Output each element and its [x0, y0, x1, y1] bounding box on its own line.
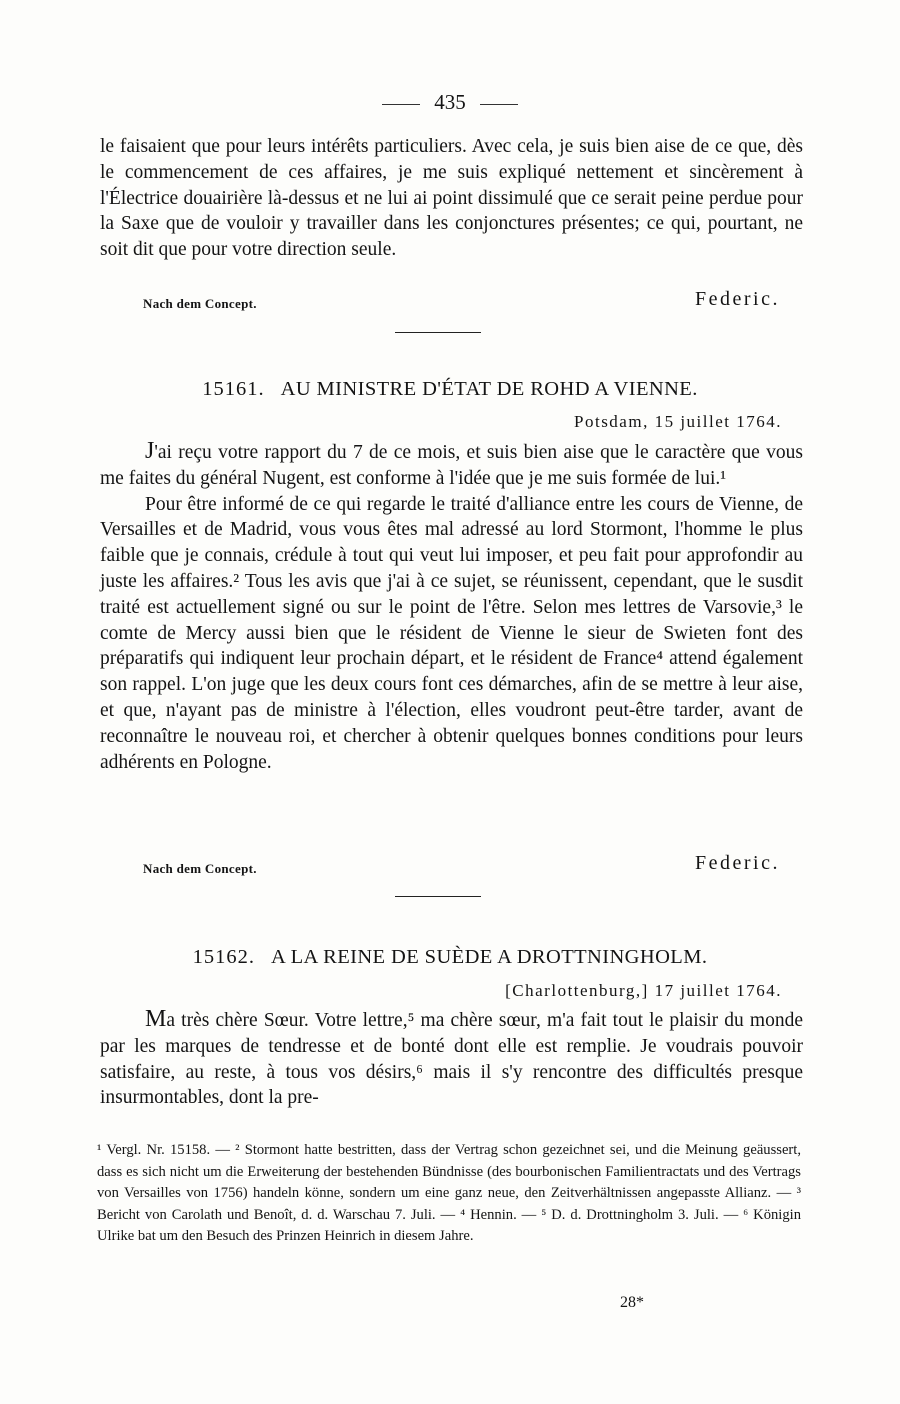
initial-letter: J — [145, 438, 155, 464]
letter-dateline: Potsdam, 15 juillet 1764. — [574, 412, 782, 431]
footnotes-text: ¹ Vergl. Nr. 15158. — ² Stormont hatte bestritten, dass der Vertrag schon gezeichnet sei, und die Meinung geäussert, dass es sich nicht um die Erweiterung der bestehenden Bündnisse (des bourbonischen Familientractats und des Vertrags von Versailles von 1756) handeln könne, sondern um eine ganz neue, den Zeitverhältnissen angepasste Allianz. — ³ Bericht von Carolath und Benoît, d. d. Warschau 7. Juli. — ⁴ Hennin. — ⁵ D. d. Drottningholm 3. Juli. — ⁶ Königin Ulrike bat um den Besuch des Prinzen Heinrich in diesem Jahre. — [97, 1142, 801, 1245]
signature: Federic. — [695, 288, 780, 310]
paragraph-text: a très chère Sœur. Votre lettre,⁵ ma chère sœur, m'a fait tout le plaisir du monde par les marques de tendresse et de bonté dont elle est remplie. Je voudrais pouvoir satisfaire, au reste, à tous vos désirs,⁶ mais il s'y rencontre des difficultés presque insurmontables, dont la pre- — [100, 1010, 803, 1109]
page-number-dash-left — [382, 104, 420, 105]
section-divider — [395, 332, 481, 333]
letter-body — [100, 1007, 803, 1111]
letter-paragraph: Pour être informé de ce qui regarde le traité d'alliance entre les cours de Vienne, de Versailles et de Madrid, vous vous êtes mal adressé au lord Stormont, l'homme le plus faible que je connais, crédule à tout qui veut lui imposer, et peu fait pour approfondir au juste les affaires.² Tous les avis que j'ai à ce sujet, se réunissent, cependant, que le susdit traité est actuellement signé ou sur le point de l'être. Selon mes lettres de Varsovie,³ le comte de Mercy aussi bien que le résident de Vienne le sieur de Swieten font des préparatifs qui indiquent leur prochain départ, et le résident de France⁴ attend également son rappel. L'on juge que les deux cours font ces démarches, afin de se mettre à leur aise, et que, n'ayant pas de ministre à l'élection, elles voudront peut-être tarder, avant de reconnaître le nouveau roi, et chercher à obtenir quelques bonnes conditions pour leurs adhérents en Pologne. — [100, 493, 803, 773]
signature: Federic. — [695, 852, 780, 874]
letter-title: AU MINISTRE D'ÉTAT DE ROHD A VIENNE. — [280, 378, 698, 400]
letter-heading — [0, 378, 900, 401]
initial-letter: M — [145, 1006, 167, 1032]
letter-number: 15161. — [202, 378, 265, 400]
letter-paragraph — [100, 439, 803, 492]
paragraph-text: le faisaient que pour leurs intérêts particuliers. Avec cela, je suis bien aise de ce que, dès le commencement de ces affaires, je me suis expliqué nettement et sincèrement à l'Électrice douairière là-dessus et ne lui ai point dissimulé que ce serait peine perdue pour la Saxe que de vouloir y travailler dans les conjonctures présentes; ce qui, pourtant, ne soit dit que pour votre direction seule. — [100, 136, 803, 261]
printer-signature-mark: 28* — [620, 1294, 644, 1311]
letter-heading — [0, 946, 900, 969]
page-number: 435 — [434, 90, 466, 114]
continued-paragraph — [100, 134, 803, 263]
page-number-line — [0, 90, 900, 115]
source-note: Nach dem Concept. — [143, 296, 257, 311]
section-divider — [395, 896, 481, 897]
paragraph-text: 'ai reçu votre rapport du 7 de ce mois, et suis bien aise que le caractère que vous me faites du général Nugent, est conforme à l'idée que je me suis formée de lui.¹ — [100, 442, 803, 489]
footnotes — [97, 1140, 801, 1248]
letter-body — [100, 439, 803, 775]
letter-dateline: [Charlottenburg,] 17 juillet 1764. — [505, 981, 782, 1000]
letter-title: A LA REINE DE SUÈDE A DROTTNINGHOLM. — [271, 946, 708, 968]
letter-number: 15162. — [192, 946, 256, 968]
letter-paragraph — [100, 1007, 803, 1111]
page-number-dash-right — [480, 104, 518, 105]
source-note: Nach dem Concept. — [143, 861, 257, 876]
